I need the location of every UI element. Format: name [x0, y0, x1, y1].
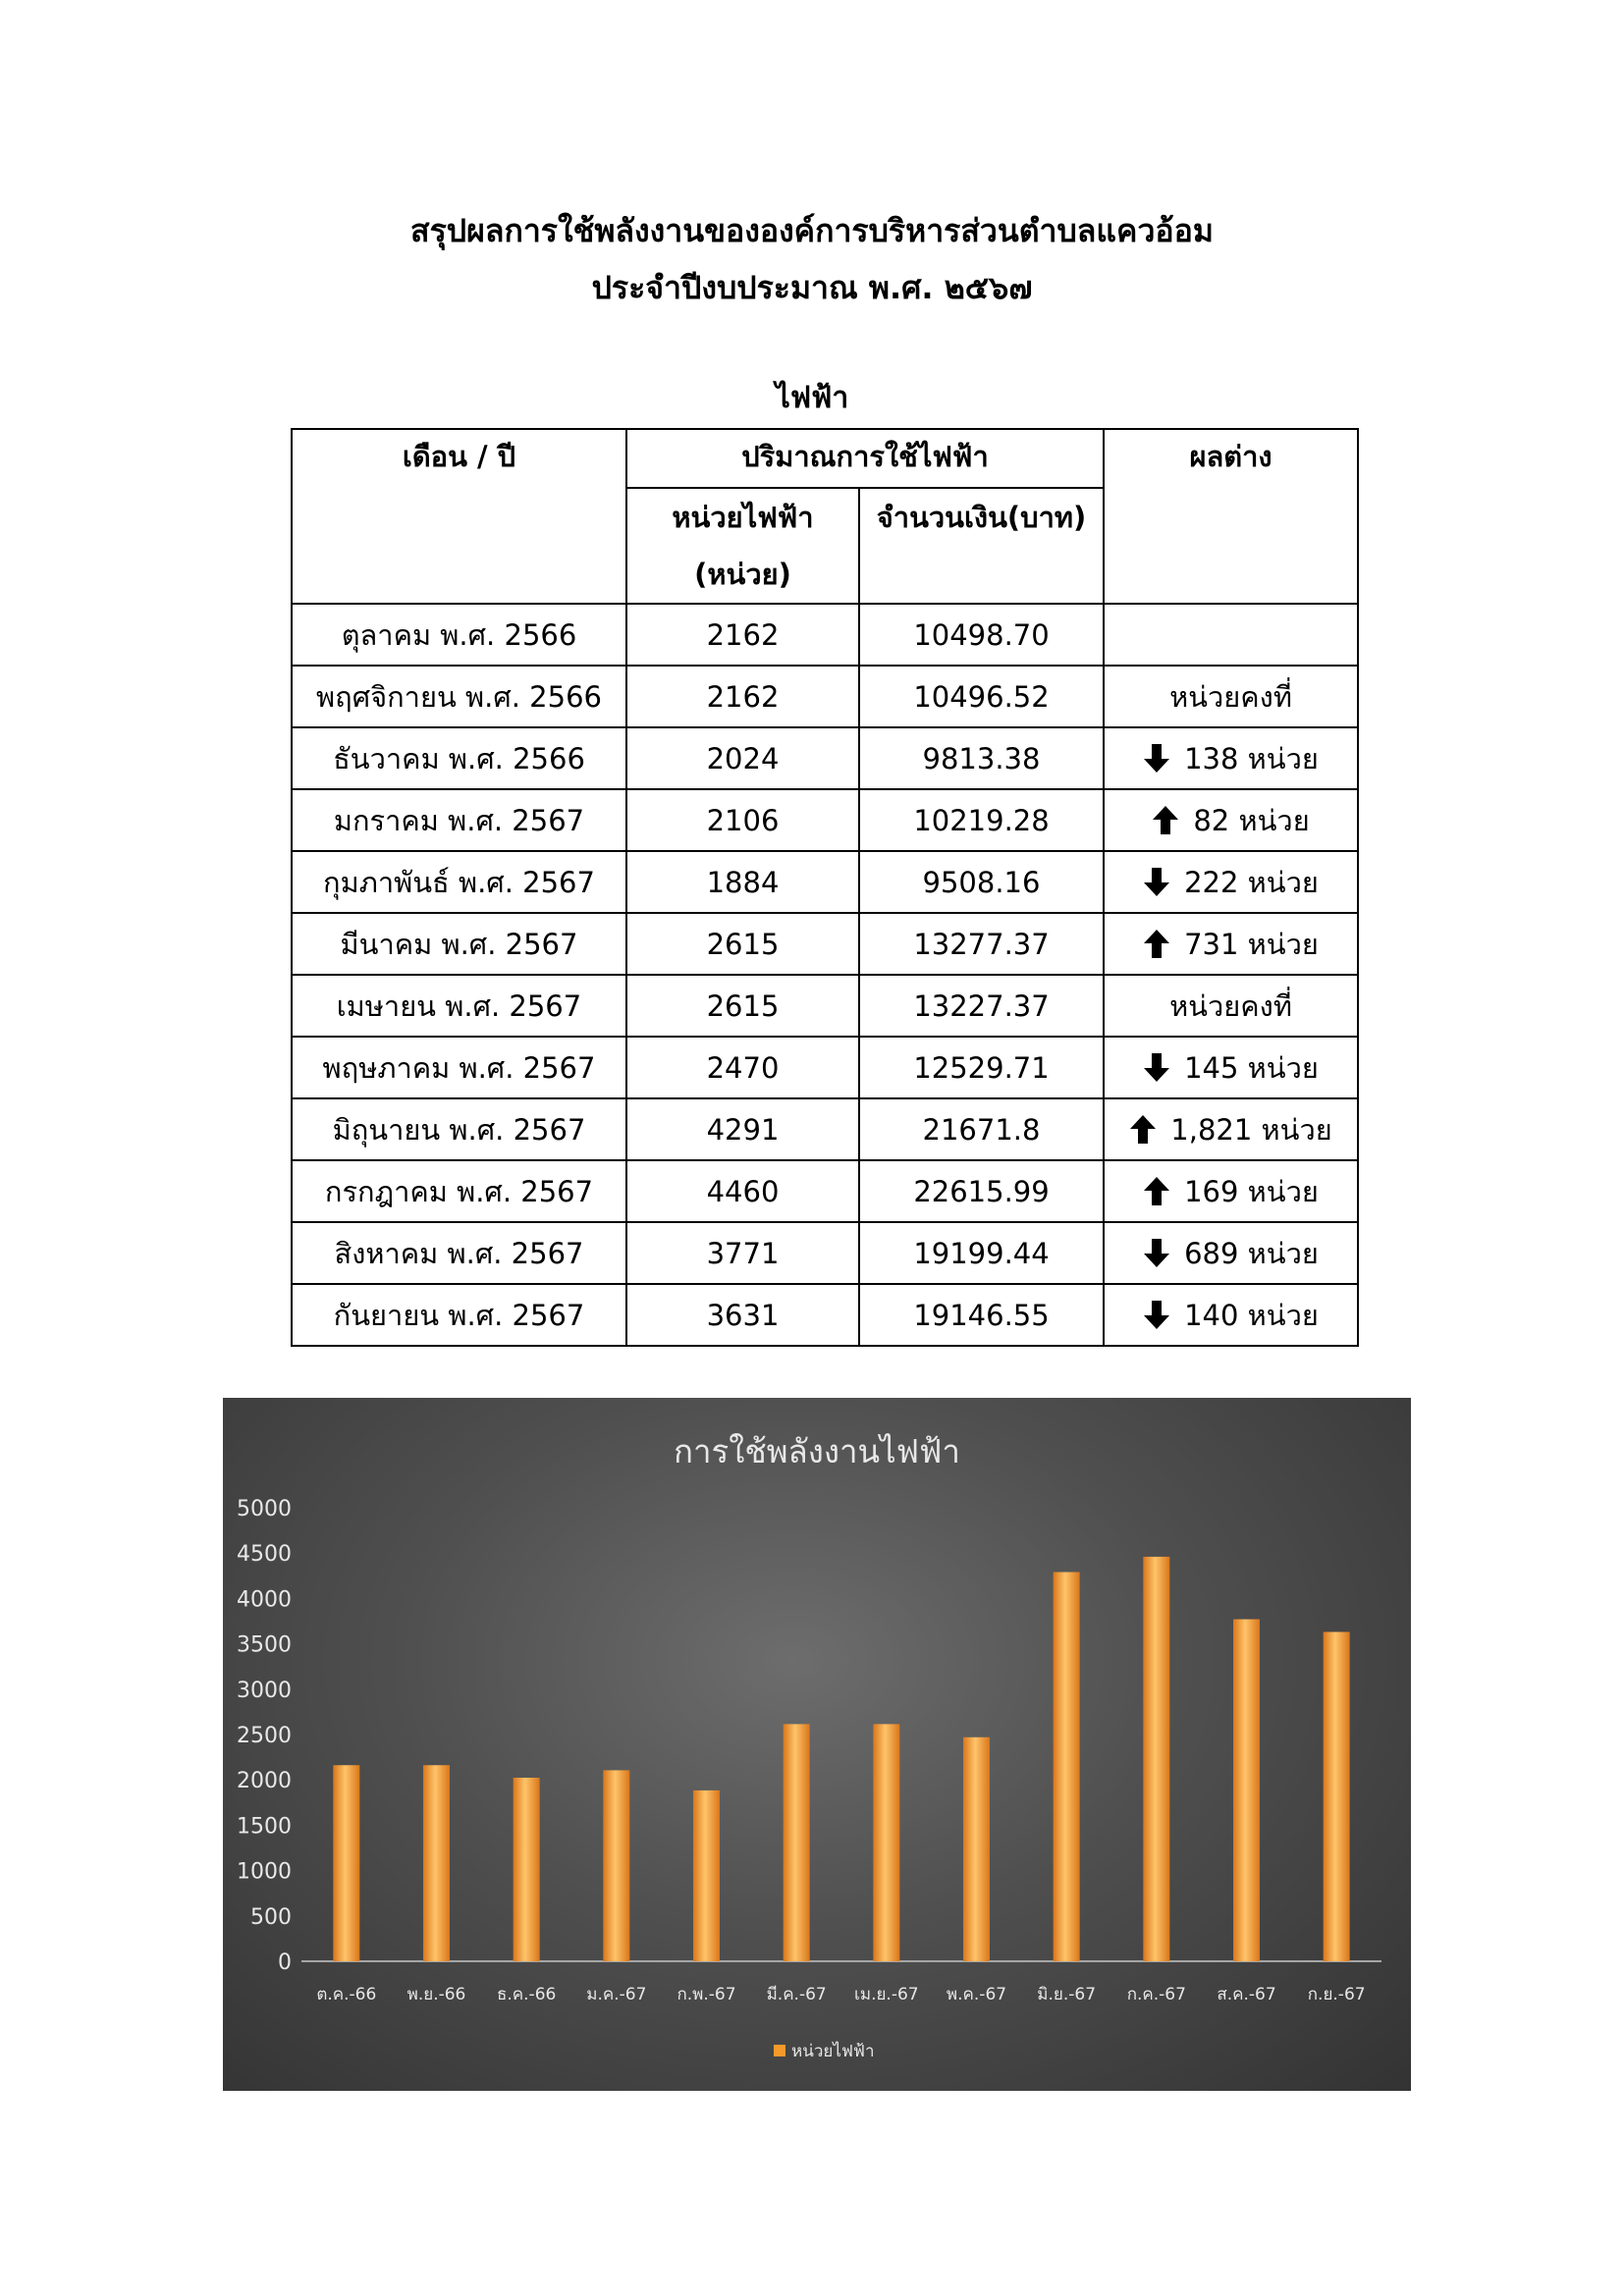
difference-cell — [1104, 1222, 1358, 1284]
bar — [514, 1778, 540, 1961]
difference-text: 82 หน่วย — [1193, 803, 1310, 837]
bar — [603, 1770, 629, 1961]
page-title: สรุปผลการใช้พลังงานขององค์การบริหารส่วนตำบลแควอ้อม — [410, 212, 1214, 249]
table-row — [292, 975, 1358, 1037]
arrow-down-icon — [1143, 1300, 1170, 1330]
x-tick-label: พ.ย.-66 — [406, 1985, 466, 2004]
difference-cell — [1104, 1098, 1358, 1160]
bar — [693, 1790, 720, 1961]
arrow-down-icon — [1143, 743, 1170, 774]
y-tick-label: 0 — [278, 1950, 292, 1975]
x-tick-label: ธ.ค.-66 — [497, 1985, 557, 2004]
header-units — [626, 488, 859, 604]
table-row — [292, 727, 1358, 789]
arrow-down-icon — [1143, 1238, 1170, 1268]
units-cell: 4291 — [626, 1098, 859, 1160]
page-subtitle: ประจำปีงบประมาณ พ.ศ. ๒๕๖๗ — [591, 269, 1033, 306]
table-row — [292, 789, 1358, 851]
units-cell: 1884 — [626, 851, 859, 913]
usage-bar-chart — [223, 1398, 1411, 2091]
units-cell: 2470 — [626, 1037, 859, 1098]
bar — [1233, 1620, 1260, 1961]
units-cell: 2162 — [626, 604, 859, 666]
difference-cell — [1104, 789, 1358, 851]
table-row — [292, 604, 1358, 666]
legend-swatch — [774, 2045, 785, 2056]
arrow-down-icon — [1143, 867, 1170, 897]
header-amount: จำนวนเงิน(บาท) — [859, 488, 1104, 604]
difference-text: 138 หน่วย — [1184, 741, 1319, 775]
bar — [423, 1765, 450, 1961]
bar — [333, 1765, 359, 1961]
table-row — [292, 1098, 1358, 1160]
header-difference: ผลต่าง — [1104, 429, 1358, 604]
units-cell: 3771 — [626, 1222, 859, 1284]
units-cell: 4460 — [626, 1160, 859, 1222]
chart-title: การใช้พลังงานไฟฟ้า — [674, 1432, 960, 1470]
units-cell: 2615 — [626, 913, 859, 975]
units-cell: 2162 — [626, 666, 859, 727]
table-row — [292, 1222, 1358, 1284]
header-units-line2: (หน่วย) — [694, 558, 791, 591]
y-tick-label: 5000 — [237, 1497, 292, 1522]
x-tick-label: ก.พ.-67 — [677, 1985, 736, 2004]
amount-cell: 13227.37 — [859, 975, 1104, 1037]
arrow-down-icon — [1143, 1052, 1170, 1083]
amount-cell: 22615.99 — [859, 1160, 1104, 1222]
difference-text: 731 หน่วย — [1184, 927, 1319, 961]
amount-cell: 10219.28 — [859, 789, 1104, 851]
table-row — [292, 913, 1358, 975]
difference-text: หน่วยคงที่ — [1169, 679, 1292, 714]
amount-cell: 10498.70 — [859, 604, 1104, 666]
arrow-up-icon — [1143, 1176, 1170, 1206]
x-tick-label: เม.ย.-67 — [854, 1985, 919, 2004]
amount-cell: 19199.44 — [859, 1222, 1104, 1284]
difference-text: 140 หน่วย — [1184, 1298, 1319, 1332]
table-row — [292, 1037, 1358, 1098]
bar — [1054, 1573, 1080, 1961]
difference-text: 222 หน่วย — [1184, 865, 1319, 899]
month-cell: มีนาคม พ.ศ. 2567 — [292, 913, 626, 975]
difference-cell — [1104, 1160, 1358, 1222]
month-cell: พฤษภาคม พ.ศ. 2567 — [292, 1037, 626, 1098]
x-tick-label: ส.ค.-67 — [1217, 1985, 1276, 2004]
units-cell: 2106 — [626, 789, 859, 851]
x-tick-label: พ.ค.-67 — [946, 1985, 1007, 2004]
difference-text: หน่วยคงที่ — [1169, 988, 1292, 1023]
arrow-up-icon — [1152, 805, 1179, 835]
y-tick-label: 500 — [250, 1904, 292, 1930]
y-tick-label: 1500 — [237, 1814, 292, 1840]
table-row — [292, 666, 1358, 727]
amount-cell: 9813.38 — [859, 727, 1104, 789]
y-tick-label: 2500 — [237, 1724, 292, 1748]
chart-canvas — [223, 1398, 1411, 2091]
x-tick-label: ก.ค.-67 — [1126, 1985, 1186, 2004]
y-tick-label: 1000 — [237, 1859, 292, 1885]
bar — [1143, 1557, 1169, 1961]
y-tick-label: 3000 — [237, 1678, 292, 1703]
y-tick-label: 4500 — [237, 1542, 292, 1568]
y-tick-label: 2000 — [237, 1769, 292, 1794]
bar — [784, 1724, 810, 1961]
month-cell: สิงหาคม พ.ศ. 2567 — [292, 1222, 626, 1284]
difference-cell — [1104, 1037, 1358, 1098]
month-cell: กันยายน พ.ศ. 2567 — [292, 1284, 626, 1346]
arrow-up-icon — [1143, 929, 1170, 959]
amount-cell: 21671.8 — [859, 1098, 1104, 1160]
difference-cell — [1104, 913, 1358, 975]
difference-cell — [1104, 727, 1358, 789]
units-cell: 3631 — [626, 1284, 859, 1346]
amount-cell: 12529.71 — [859, 1037, 1104, 1098]
x-tick-label: มี.ค.-67 — [766, 1985, 827, 2004]
amount-cell: 19146.55 — [859, 1284, 1104, 1346]
table-row — [292, 1160, 1358, 1222]
amount-cell: 10496.52 — [859, 666, 1104, 727]
difference-cell — [1104, 1284, 1358, 1346]
table-row — [292, 1284, 1358, 1346]
month-cell: กุมภาพันธ์ พ.ศ. 2567 — [292, 851, 626, 913]
month-cell: พฤศจิกายน พ.ศ. 2566 — [292, 666, 626, 727]
month-cell: กรกฎาคม พ.ศ. 2567 — [292, 1160, 626, 1222]
month-cell: ธันวาคม พ.ศ. 2566 — [292, 727, 626, 789]
difference-text: 145 หน่วย — [1184, 1050, 1319, 1085]
difference-cell — [1104, 666, 1358, 727]
bar — [873, 1724, 899, 1961]
units-cell: 2615 — [626, 975, 859, 1037]
x-tick-label: ต.ค.-66 — [316, 1985, 377, 2004]
month-cell: เมษายน พ.ศ. 2567 — [292, 975, 626, 1037]
table-caption: ไฟฟ้า — [775, 381, 849, 415]
x-tick-label: มิ.ย.-67 — [1037, 1985, 1097, 2004]
legend-label: หน่วยไฟฟ้า — [791, 2042, 875, 2061]
difference-text: 1,821 หน่วย — [1170, 1112, 1332, 1147]
difference-text: 689 หน่วย — [1184, 1236, 1319, 1270]
difference-cell — [1104, 851, 1358, 913]
header-units-line1: หน่วยไฟฟ้า — [672, 501, 814, 534]
table-body — [292, 604, 1358, 1346]
month-cell: ตุลาคม พ.ศ. 2566 — [292, 604, 626, 666]
table-row — [292, 851, 1358, 913]
bar — [1324, 1631, 1350, 1961]
amount-cell: 9508.16 — [859, 851, 1104, 913]
month-cell: มกราคม พ.ศ. 2567 — [292, 789, 626, 851]
difference-cell — [1104, 604, 1358, 666]
header-usage-group: ปริมาณการใช้ไฟฟ้า — [626, 429, 1104, 488]
bar — [963, 1737, 990, 1961]
y-tick-label: 4000 — [237, 1587, 292, 1613]
month-cell: มิถุนายน พ.ศ. 2567 — [292, 1098, 626, 1160]
units-cell: 2024 — [626, 727, 859, 789]
y-tick-label: 3500 — [237, 1632, 292, 1658]
difference-cell — [1104, 975, 1358, 1037]
arrow-up-icon — [1129, 1114, 1157, 1145]
x-tick-label: ก.ย.-67 — [1307, 1985, 1366, 2004]
difference-text: 169 หน่วย — [1184, 1174, 1319, 1208]
electricity-usage-table — [291, 428, 1359, 1347]
header-month-year: เดือน / ปี — [292, 429, 626, 604]
x-tick-label: ม.ค.-67 — [586, 1985, 647, 2004]
amount-cell: 13277.37 — [859, 913, 1104, 975]
